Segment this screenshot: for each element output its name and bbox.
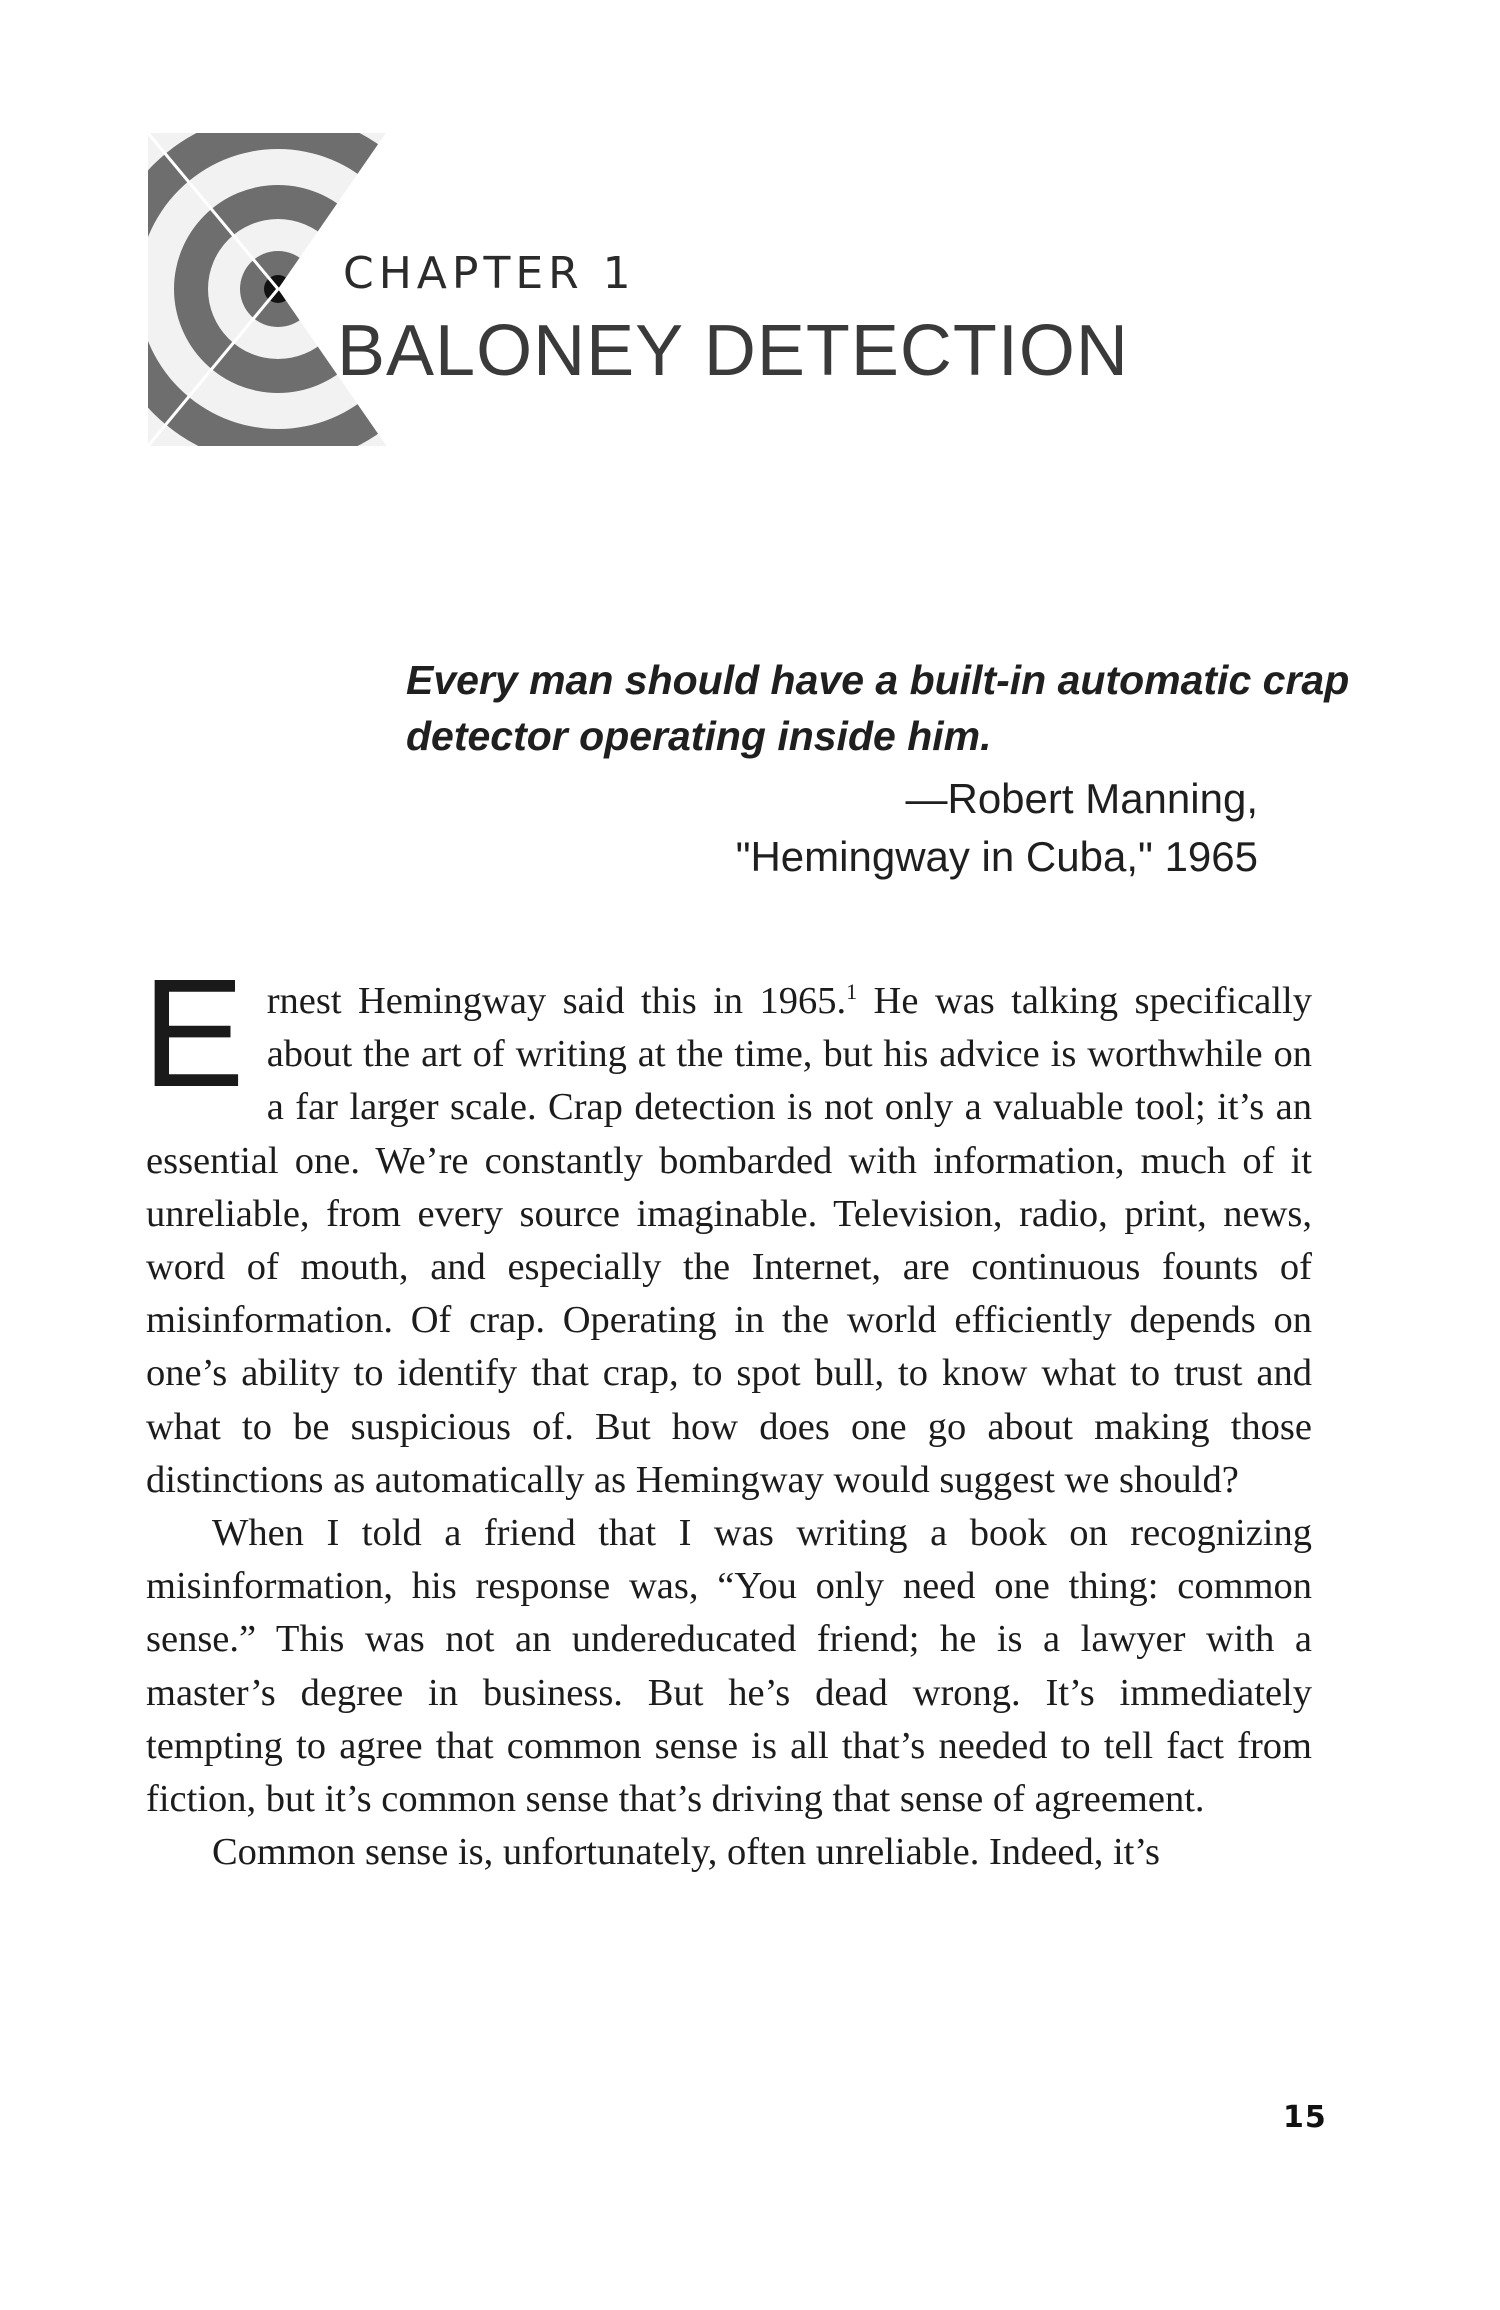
epigraph-author: —Robert Manning,	[905, 775, 1258, 822]
paragraph	[142, 947, 1312, 1507]
page-number: 15	[1283, 2100, 1327, 2135]
epigraph-quote: Every man should have a built-in automatic crap detector operating inside him.	[406, 657, 1350, 759]
chapter-body	[142, 947, 1312, 1879]
chapter-label: CHAPTER 1	[343, 248, 636, 299]
epigraph-source: "Hemingway in Cuba," 1965	[735, 833, 1258, 880]
paragraph: Common sense is, unfortunately, often unreliable. Indeed, it’s	[212, 1831, 1161, 1874]
paragraph-text: He was talking specifically about the art of writing at the time, but his advice is worthwhile on a far larger scale. Crap detection is not only a valuable tool; it’s an essential one. We’re constantly bombarded with information, much of it unreliable, from every source imaginable. Television, radio, print, news, word of mouth, and especially the Internet, are continuous founts of misinformation. Of crap. Operating in the world efficiently depends on one’s ability to identify that crap, to spot bull, to know what to trust and what to be suspicious of. But how does one go about making those distinctions as automatically as Hemingway would suggest we should?	[146, 980, 1312, 1501]
drop-cap: E	[142, 947, 245, 1119]
paragraph-text: rnest Hemingway said this in 1965.	[266, 980, 847, 1022]
epigraph-attribution	[406, 770, 1366, 886]
paragraph: When I told a friend that I was writing a book on recognizing misinformation, his response was, “You only need one thing: common sense.” This was not an undereducated friend; he is a lawyer with a master’s degree in business. But he’s dead wrong. It’s immediately tempting to agree that common sense is all that’s needed to tell fact from fiction, but it’s common sense that’s driving that sense of agreement.	[146, 1512, 1312, 1821]
epigraph	[406, 652, 1366, 886]
footnote-marker: 1	[846, 979, 858, 1005]
chapter-title: BALONEY DETECTION	[337, 311, 1129, 391]
